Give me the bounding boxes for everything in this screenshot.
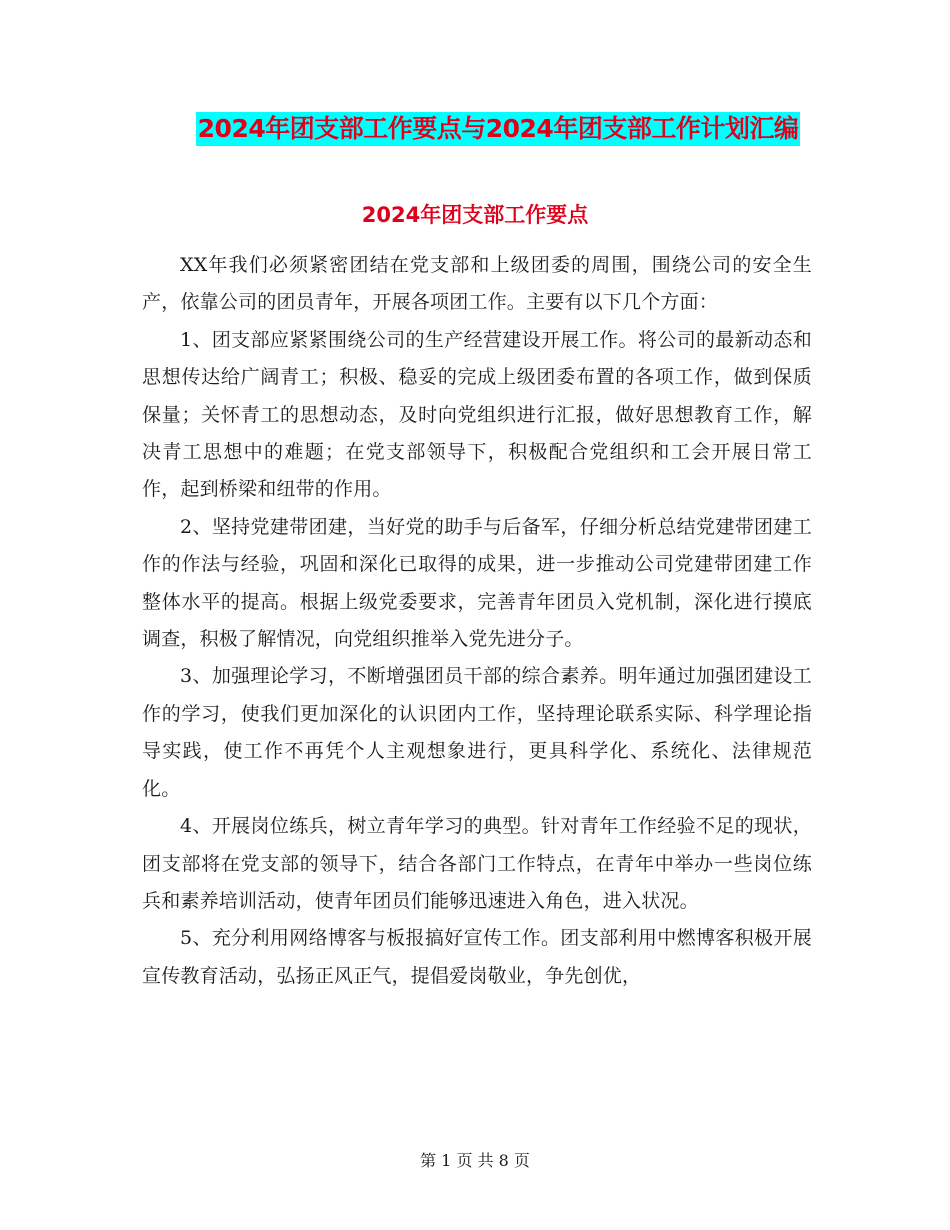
paragraph-item-1: 1、团支部应紧紧围绕公司的生产经营建设开展工作。将公司的最新动态和思想传达给广阔青工；积极、稳妥的完成上级团委布置的各项工作，做到保质保量；关怀青工的思想动态，及时向党组织进行汇报，做好思想教育工作，解决青工思想中的难题；在党支部领导下，积极配合党组织和工会开展日常工作，起到桥梁和纽带的作用。 (142, 328, 812, 501)
paragraph-intro: XX年我们必须紧密团结在党支部和上级团委的周围，围绕公司的安全生产，依靠公司的团员青年，开展各项团工作。主要有以下几个方面： (142, 254, 812, 314)
document-body (142, 247, 812, 995)
document-title-container (0, 112, 950, 146)
section-title: 2024年团支部工作要点 (361, 203, 589, 227)
paragraph-item-5: 5、充分利用网络博客与板报搞好宣传工作。团支部利用中燃博客积极开展宣传教育活动，弘扬正风正气，提倡爱岗敬业，争先创优， (142, 927, 812, 987)
page-number-label: 第 1 页 共 8 页 (420, 1151, 530, 1170)
paragraph-item-2: 2、坚持党建带团建，当好党的助手与后备军，仔细分析总结党建带团建工作的作法与经验，巩固和深化已取得的成果，进一步推动公司党建带团建工作整体水平的提高。根据上级党委要求，完善青年团员入党机制，深化进行摸底调查，积极了解情况，向党组织推举入党先进分子。 (142, 515, 812, 651)
paragraph-item-4: 4、开展岗位练兵，树立青年学习的典型。针对青年工作经验不足的现状，团支部将在党支部的领导下，结合各部门工作特点，在青年中举办一些岗位练兵和素养培训活动，使青年团员们能够迅速进入角色，进入状况。 (142, 815, 812, 912)
document-title: 2024年团支部工作要点与2024年团支部工作计划汇编 (196, 112, 801, 146)
paragraph-item-3: 3、加强理论学习，不断增强团员干部的综合素养。明年通过加强团建设工作的学习，使我们更加深化的认识团内工作，坚持理论联系实际、科学理论指导实践，使工作不再凭个人主观想象进行，更具科学化、系统化、法律规范化。 (142, 665, 812, 800)
page-footer (0, 1150, 950, 1172)
